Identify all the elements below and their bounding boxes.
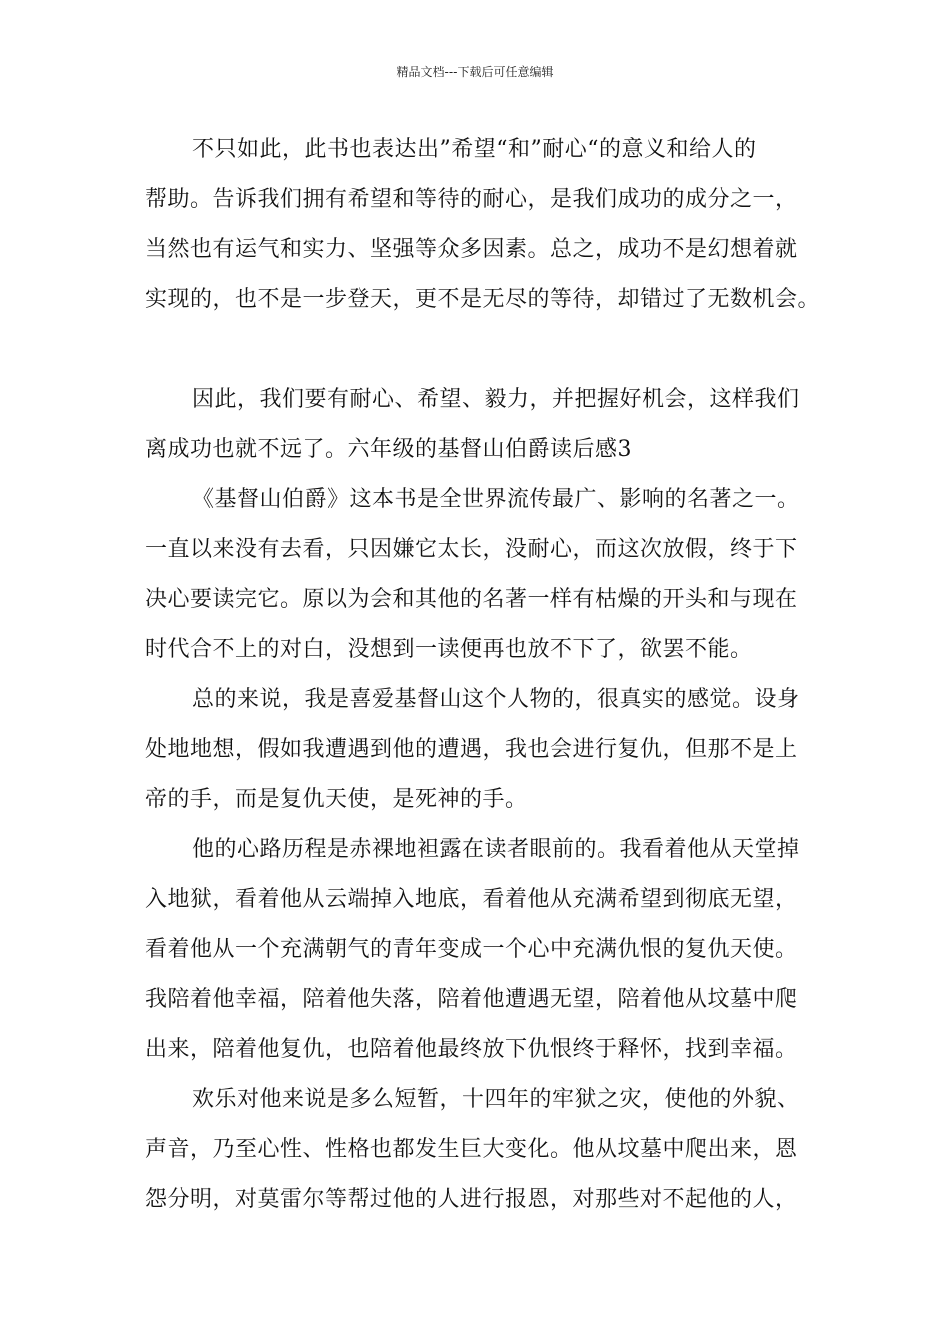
text-line: 一直以来没有去看，只因嫌它太长，没耐心，而这次放假，终于下 — [145, 537, 798, 562]
text-line: 处地地想，假如我遭遇到他的遭遇，我也会进行复仇，但那不是上 — [145, 737, 798, 762]
text-line: 总的来说，我是喜爱基督山这个人物的，很真实的感觉。设身 — [192, 687, 800, 712]
text-line: 声音，乃至心性、性格也都发生巨大变化。他从坟墓中爬出来，恩 — [145, 1137, 798, 1162]
text-line: 时代合不上的对白，没想到一读便再也放不下了，欲罢不能。 — [145, 637, 753, 662]
text-line: 他的心路历程是赤裸地袒露在读者眼前的。我看着他从天堂掉 — [192, 837, 800, 862]
text-line: 离成功也就不远了。六年级的基督山伯爵读后感3 — [145, 437, 632, 462]
text-line: 我陪着他幸福，陪着他失落，陪着他遭遇无望，陪着他从坟墓中爬 — [145, 987, 798, 1012]
text-line: 帝的手，而是复仇天使，是死神的手。 — [145, 787, 528, 812]
text-line: 看着他从一个充满朝气的青年变成一个心中充满仇恨的复仇天使。 — [145, 937, 798, 962]
text-line: 《基督山伯爵》这本书是全世界流传最广、影响的名著之一。 — [192, 487, 800, 512]
text-line: 不只如此，此书也表达出”希望“和”耐心“的意义和给人的 — [192, 137, 757, 162]
text-line: 决心要读完它。原以为会和其他的名著一样有枯燥的开头和与现在 — [145, 587, 798, 612]
text-line: 怨分明，对莫雷尔等帮过他的人进行报恩，对那些对不起他的人， — [145, 1187, 798, 1212]
text-line: 实现的，也不是一步登天，更不是无尽的等待，却错过了无数机会。 — [145, 287, 821, 312]
page-header: 精品文档---下载后可任意编辑 — [396, 65, 554, 79]
text-line: 出来，陪着他复仇，也陪着他最终放下仇恨终于释怀，找到幸福。 — [145, 1037, 798, 1062]
text-line: 因此，我们要有耐心、希望、毅力，并把握好机会，这样我们 — [192, 387, 800, 412]
text-line: 帮助。告诉我们拥有希望和等待的耐心，是我们成功的成分之一， — [145, 187, 798, 212]
text-line: 欢乐对他来说是多么短暂，十四年的牢狱之灾，使他的外貌、 — [192, 1087, 800, 1112]
text-line: 当然也有运气和实力、坚强等众多因素。总之，成功不是幻想着就 — [145, 237, 798, 262]
text-line: 入地狱，看着他从云端掉入地底，看着他从充满希望到彻底无望， — [145, 887, 798, 912]
